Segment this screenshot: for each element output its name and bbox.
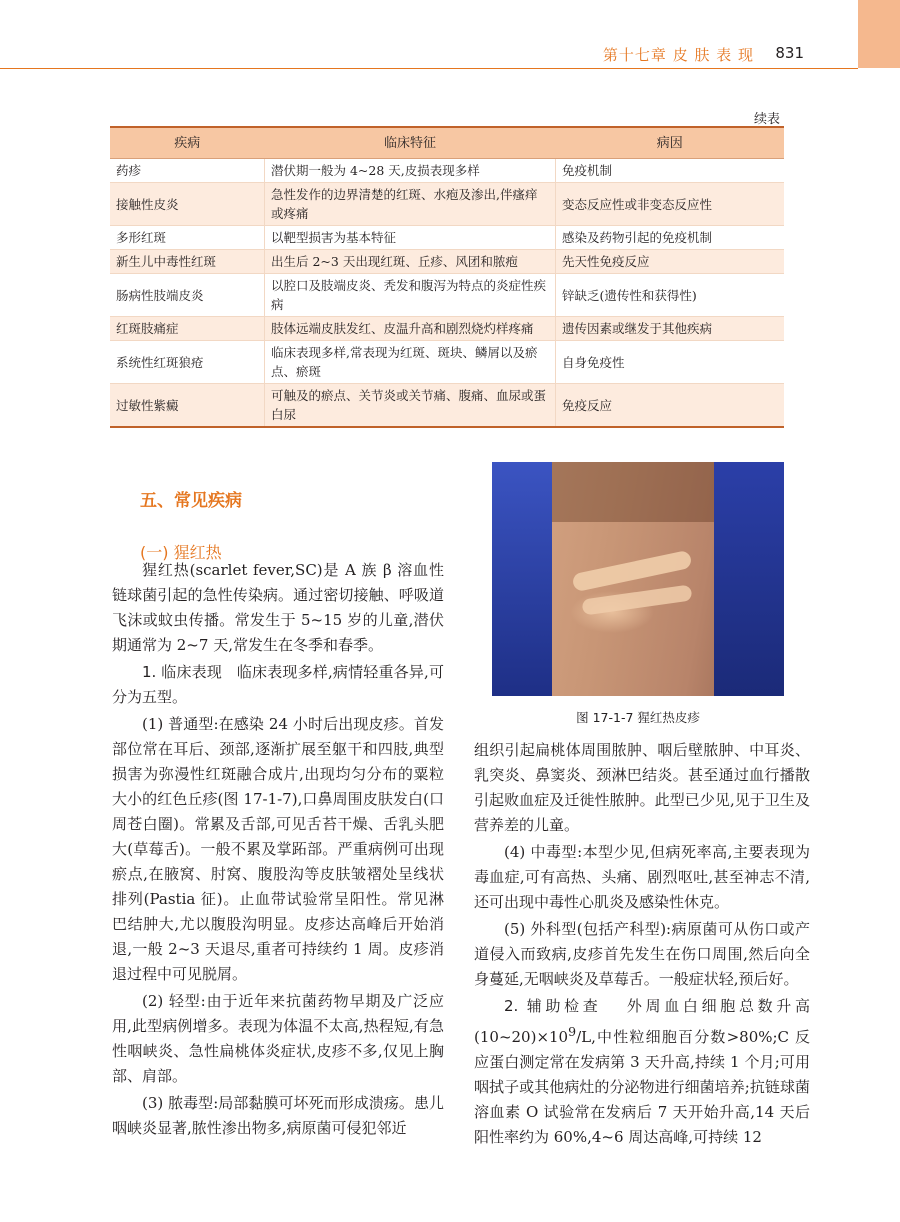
photo-sleeve-left: [492, 462, 552, 696]
paragraph-aux: [474, 994, 810, 1150]
table-cell: 药疹: [110, 159, 265, 183]
table-row: [110, 384, 784, 428]
paragraph-clinical: [112, 660, 444, 710]
clinical-heading: 1. 临床表现: [142, 663, 222, 681]
table-cell: 以腔口及肢端皮炎、秃发和腹泻为特点的炎症性疾病: [265, 274, 556, 317]
paragraph-type3-cont: 组织引起扁桃体周围脓肿、咽后壁脓肿、中耳炎、乳突炎、鼻窦炎、颈淋巴结炎。甚至通过血行播散引起败血症及迁徙性脓肿。此型已少见,见于卫生及营养差的儿童。: [474, 741, 810, 834]
paragraph-type2: (2) 轻型:由于近年来抗菌药物早期及广泛应用,此型病例增多。表现为体温不太高,热程短,有急性咽峡炎、急性扁桃体炎症状,皮疹不多,仅见上胸部、肩部。: [112, 992, 444, 1085]
right-column: [474, 738, 810, 1152]
disease-table: [110, 126, 784, 428]
page-header: [0, 44, 812, 68]
table-cell: 免疫反应: [556, 384, 785, 428]
table-row: [110, 250, 784, 274]
table-cell: 感染及药物引起的免疫机制: [556, 226, 785, 250]
section-title: 五、常见疾病: [140, 491, 242, 511]
header-rule: [0, 68, 858, 69]
table-cell: 新生儿中毒性红斑: [110, 250, 265, 274]
paragraph-intro: 猩红热(scarlet fever,SC)是 A 族 β 溶血性链球菌引起的急性传染病。通过密切接触、呼吸道飞沫或蚊虫传播。常发生于 5~15 岁的儿童,潜伏期通常为 2~7 天,常发生在冬季和春季。: [112, 561, 444, 654]
table-cell: 接触性皮炎: [110, 183, 265, 226]
table-header-row: [110, 127, 784, 159]
table-cell: 临床表现多样,常表现为红斑、斑块、鳞屑以及瘀点、瘀斑: [265, 341, 556, 384]
table-cell: 先天性免疫反应: [556, 250, 785, 274]
table-row: [110, 159, 784, 183]
aux-text-cont: /L,中性粒细胞百分数>80%;C 反应蛋白测定常在发病第 3 天升高,持续 1 个月;可用咽拭子或其他病灶的分泌物进行细菌培养;抗链球菌溶血素 O 试验常在发病后 7 天开始升高,14 天后阳性率约为 60%,4~6 周达高峰,可持续 12: [474, 1028, 810, 1146]
table-row: [110, 274, 784, 317]
table-cell: 多形红斑: [110, 226, 265, 250]
table-cell: 自身免疫性: [556, 341, 785, 384]
table-cell: 变态反应性或非变态反应性: [556, 183, 785, 226]
table-cell: 可触及的瘀点、关节炎或关节痛、腹痛、血尿或蛋白尿: [265, 384, 556, 428]
chapter-side-tab: [858, 0, 900, 68]
column-header: 临床特征: [265, 127, 556, 159]
aux-superscript: 9: [568, 1024, 577, 1039]
paragraph-type5: (5) 外科型(包括产科型):病原菌可从伤口或产道侵入而致病,皮疹首先发生在伤口周围,然后向全身蔓延,无咽峡炎及草莓舌。一般症状轻,预后好。: [474, 920, 810, 988]
subsection-title: (一) 猩红热: [140, 543, 222, 562]
table-cell: 肠病性肢端皮炎: [110, 274, 265, 317]
paragraph-type1: (1) 普通型:在感染 24 小时后出现皮疹。首发部位常在耳后、颈部,逐渐扩展至躯干和四肢,典型损害为弥漫性红斑融合成片,出现均匀分布的粟粒大小的红色丘疹(图 17-1-7),口鼻周围皮肤发白(口周苍白圈)。常累及舌部,可见舌苔干燥、舌乳头肥大(草莓舌)。一般不累及掌跖部。严重病例可出现瘀点,在腋窝、肘窝、腹股沟等皮肤皱褶处呈线状排列(Pastia 征)。止血带试验常呈阳性。常见淋巴结肿大,尤以腹股沟明显。皮疹达高峰后开始消退,一般 2~3 天退尽,重者可持续约 1 周。皮疹消退过程中可见脱屑。: [112, 715, 444, 983]
aux-text: 外周血白细胞总数升高(10~20)×10: [474, 997, 810, 1046]
table-cell: 遗传因素或继发于其他疾病: [556, 317, 785, 341]
table-row: [110, 341, 784, 384]
table-continued-label: 续表: [753, 112, 780, 127]
table-row: [110, 226, 784, 250]
table-cell: 过敏性紫癜: [110, 384, 265, 428]
table-cell: 出生后 2~3 天出现红斑、丘疹、风团和脓疱: [265, 250, 556, 274]
photo-rash-streak: [581, 584, 692, 615]
table-cell: 免疫机制: [556, 159, 785, 183]
table-row: [110, 317, 784, 341]
figure-caption: 图 17-1-7 猩红热皮疹: [576, 710, 700, 725]
table-cell: 系统性红斑狼疮: [110, 341, 265, 384]
paragraph-type4: (4) 中毒型:本型少见,但病死率高,主要表现为毒血症,可有高热、头痛、剧烈呕吐,甚至神志不清,还可出现中毒性心肌炎及感染性休克。: [474, 843, 810, 911]
table-cell: 肢体远端皮肤发红、皮温升高和剧烈烧灼样疼痛: [265, 317, 556, 341]
table-cell: 潜伏期一般为 4~28 天,皮损表现多样: [265, 159, 556, 183]
table-cell: 急性发作的边界清楚的红斑、水疱及渗出,伴瘙痒或疼痛: [265, 183, 556, 226]
aux-heading: 2. 辅助检查: [504, 997, 602, 1015]
table-cell: 以靶型损害为基本特征: [265, 226, 556, 250]
table-row: [110, 183, 784, 226]
column-header: 疾病: [110, 127, 265, 159]
paragraph-type3: (3) 脓毒型:局部黏膜可坏死而形成溃疡。患儿咽峡炎显著,脓性渗出物多,病原菌可侵犯邻近: [112, 1094, 444, 1137]
chapter-title: 第十七章 皮 肤 表 现: [602, 46, 754, 64]
table-cell: 锌缺乏(遗传性和获得性): [556, 274, 785, 317]
clinical-text: 临床表现多样,病情轻重各异,可分为五型。: [112, 663, 444, 706]
table-cell: 红斑肢痛症: [110, 317, 265, 341]
scarlet-fever-rash-photo: [492, 462, 784, 696]
photo-shadow: [552, 462, 722, 522]
column-header: 病因: [556, 127, 785, 159]
page-number: 831: [775, 44, 804, 62]
photo-sleeve-right: [714, 462, 784, 696]
left-column: [112, 558, 444, 1143]
